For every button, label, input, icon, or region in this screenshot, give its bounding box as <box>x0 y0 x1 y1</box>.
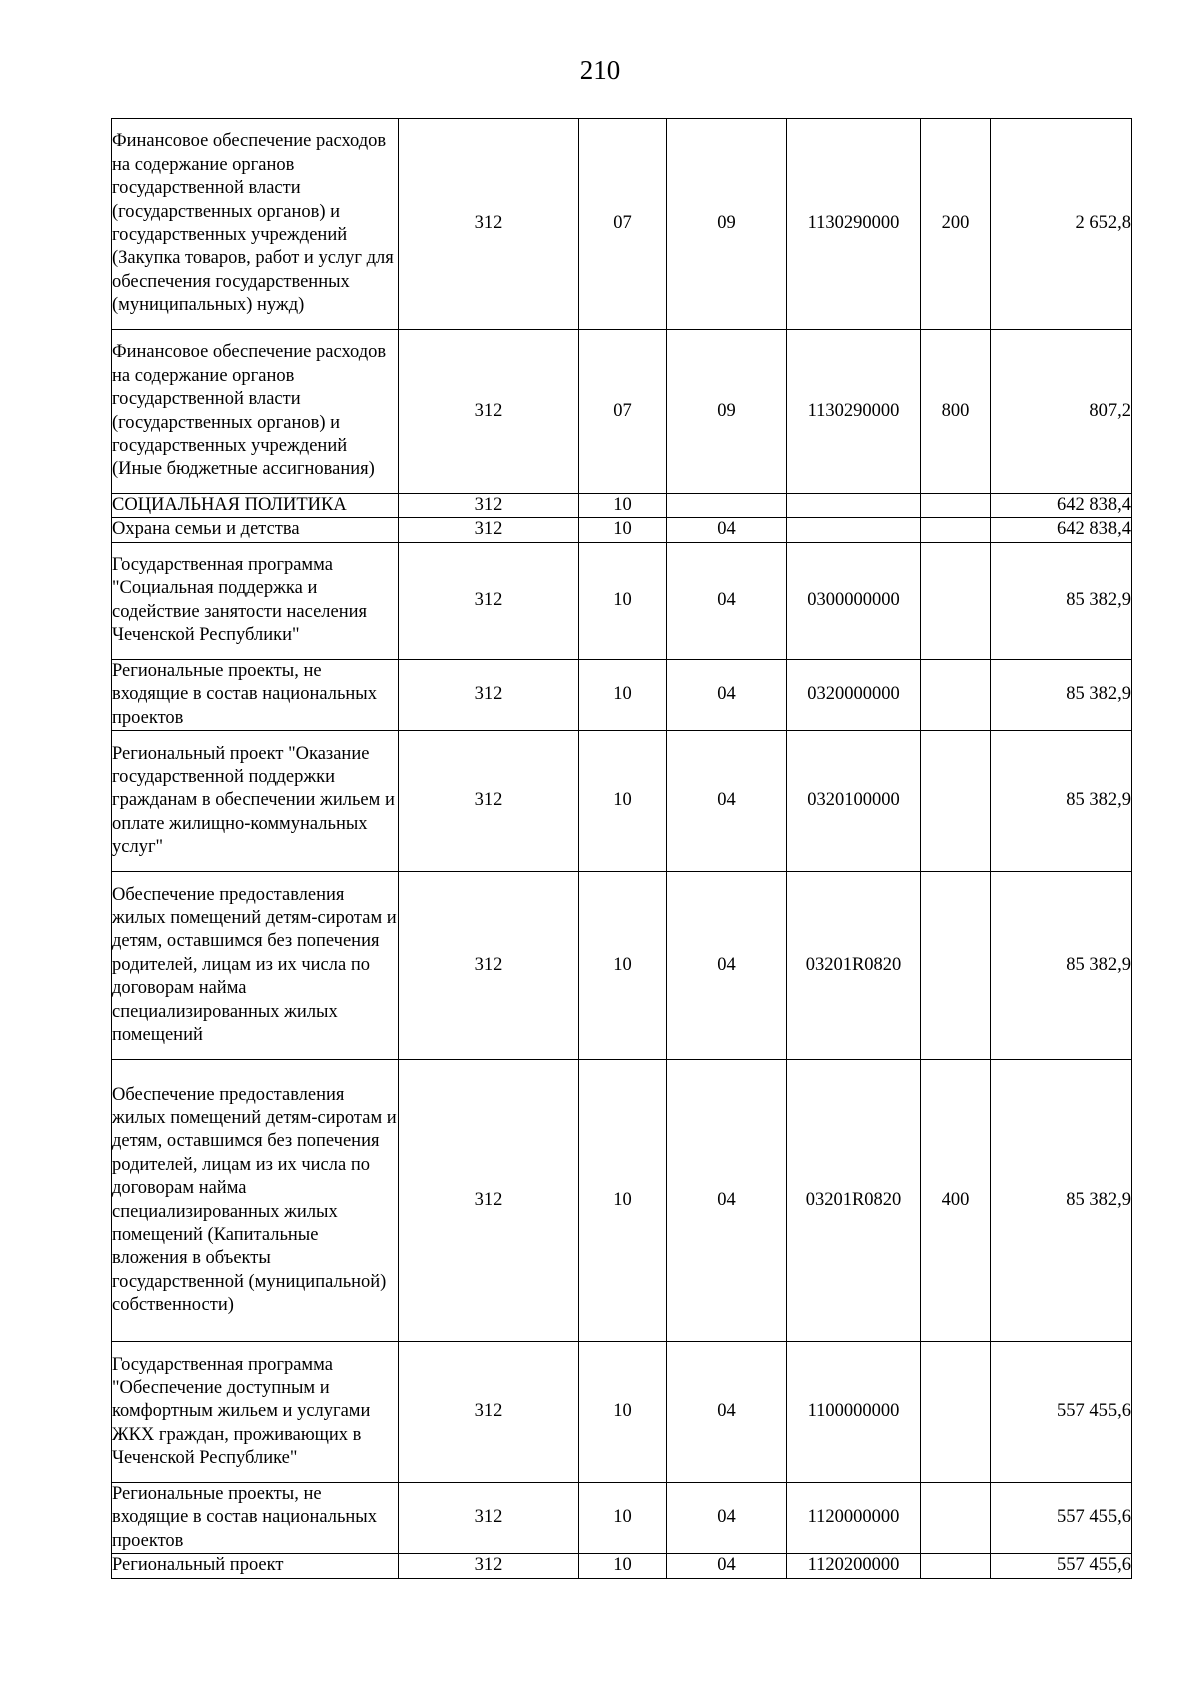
table-row <box>112 872 1132 1060</box>
target-article-code: 03201R0820 <box>787 1060 921 1342</box>
target-article-code: 1120200000 <box>787 1554 921 1578</box>
ministry-code: 312 <box>399 1342 579 1483</box>
row-name: СОЦИАЛЬНАЯ ПОЛИТИКА <box>112 494 399 518</box>
expense-type-code <box>921 494 991 518</box>
ministry-code: 312 <box>399 659 579 730</box>
subsection-code <box>667 494 787 518</box>
row-name: Государственная программа "Обеспечение доступным и комфортным жильем и услугами ЖКХ граждан, проживающих в Чеченской Республике" <box>112 1342 399 1483</box>
section-code: 10 <box>579 494 667 518</box>
row-name: Государственная программа "Социальная поддержка и содействие занятости населения Чеченской Республики" <box>112 542 399 659</box>
section-code: 10 <box>579 1554 667 1578</box>
amount-cell: 557 455,6 <box>991 1554 1132 1578</box>
table-row <box>112 659 1132 730</box>
subsection-code: 04 <box>667 1342 787 1483</box>
ministry-code: 312 <box>399 1554 579 1578</box>
row-name: Региональные проекты, не входящие в состав национальных проектов <box>112 1483 399 1554</box>
row-name: Региональный проект <box>112 1554 399 1578</box>
ministry-code: 312 <box>399 494 579 518</box>
expense-type-code <box>921 518 991 542</box>
table-row <box>112 1554 1132 1578</box>
row-name: Обеспечение предоставления жилых помещений детям-сиротам и детям, оставшимся без попечения родителей, лицам из их числа по договорам найма специализированных жилых помещений (Капитальные вложения в объекты государственной (муниципальной) собственности) <box>112 1060 399 1342</box>
ministry-code: 312 <box>399 1483 579 1554</box>
subsection-code: 04 <box>667 659 787 730</box>
subsection-code: 04 <box>667 542 787 659</box>
section-code: 07 <box>579 119 667 330</box>
row-name: Финансовое обеспечение расходов на содержание органов государственной власти (государственных органов) и государственных учреждений (Закупка товаров, работ и услуг для обеспечения государственных (муниципальных) нужд) <box>112 119 399 330</box>
expense-type-code: 800 <box>921 330 991 494</box>
target-article-code: 1100000000 <box>787 1342 921 1483</box>
expense-type-code <box>921 1483 991 1554</box>
expense-type-code <box>921 731 991 872</box>
ministry-code: 312 <box>399 1060 579 1342</box>
table-row <box>112 1342 1132 1483</box>
row-name: Финансовое обеспечение расходов на содержание органов государственной власти (государственных органов) и государственных учреждений (Иные бюджетные ассигнования) <box>112 330 399 494</box>
table-row <box>112 119 1132 330</box>
expense-type-code <box>921 659 991 730</box>
budget-table-body <box>112 119 1132 1579</box>
expense-type-code <box>921 542 991 659</box>
section-code: 10 <box>579 872 667 1060</box>
section-code: 10 <box>579 542 667 659</box>
table-row <box>112 542 1132 659</box>
ministry-code: 312 <box>399 330 579 494</box>
table-row <box>112 1060 1132 1342</box>
amount-cell: 557 455,6 <box>991 1483 1132 1554</box>
row-name: Охрана семьи и детства <box>112 518 399 542</box>
section-code: 07 <box>579 330 667 494</box>
budget-table <box>111 118 1132 1579</box>
target-article-code <box>787 518 921 542</box>
target-article-code: 0320000000 <box>787 659 921 730</box>
subsection-code: 04 <box>667 1483 787 1554</box>
table-row <box>112 330 1132 494</box>
amount-cell: 642 838,4 <box>991 518 1132 542</box>
ministry-code: 312 <box>399 731 579 872</box>
amount-cell: 85 382,9 <box>991 659 1132 730</box>
expense-type-code: 200 <box>921 119 991 330</box>
row-name: Региональный проект "Оказание государственной поддержки гражданам в обеспечении жильем и оплате жилищно-коммунальных услуг" <box>112 731 399 872</box>
subsection-code: 04 <box>667 518 787 542</box>
amount-cell: 85 382,9 <box>991 872 1132 1060</box>
table-row <box>112 731 1132 872</box>
section-code: 10 <box>579 731 667 872</box>
subsection-code: 09 <box>667 330 787 494</box>
target-article-code <box>787 494 921 518</box>
expense-type-code: 400 <box>921 1060 991 1342</box>
section-code: 10 <box>579 1060 667 1342</box>
subsection-code: 04 <box>667 872 787 1060</box>
row-name: Региональные проекты, не входящие в состав национальных проектов <box>112 659 399 730</box>
subsection-code: 09 <box>667 119 787 330</box>
ministry-code: 312 <box>399 542 579 659</box>
table-row <box>112 494 1132 518</box>
ministry-code: 312 <box>399 872 579 1060</box>
amount-cell: 85 382,9 <box>991 731 1132 872</box>
subsection-code: 04 <box>667 731 787 872</box>
amount-cell: 85 382,9 <box>991 1060 1132 1342</box>
section-code: 10 <box>579 1342 667 1483</box>
subsection-code: 04 <box>667 1554 787 1578</box>
amount-cell: 642 838,4 <box>991 494 1132 518</box>
amount-cell: 557 455,6 <box>991 1342 1132 1483</box>
table-row <box>112 1483 1132 1554</box>
row-name: Обеспечение предоставления жилых помещений детям-сиротам и детям, оставшимся без попечения родителей, лицам из их числа по договорам найма специализированных жилых помещений <box>112 872 399 1060</box>
target-article-code: 1120000000 <box>787 1483 921 1554</box>
section-code: 10 <box>579 1483 667 1554</box>
ministry-code: 312 <box>399 119 579 330</box>
page-number: 210 <box>579 55 621 85</box>
target-article-code: 1130290000 <box>787 330 921 494</box>
amount-cell: 85 382,9 <box>991 542 1132 659</box>
ministry-code: 312 <box>399 518 579 542</box>
section-code: 10 <box>579 659 667 730</box>
amount-cell: 2 652,8 <box>991 119 1132 330</box>
expense-type-code <box>921 872 991 1060</box>
amount-cell: 807,2 <box>991 330 1132 494</box>
target-article-code: 1130290000 <box>787 119 921 330</box>
expense-type-code <box>921 1342 991 1483</box>
target-article-code: 0320100000 <box>787 731 921 872</box>
subsection-code: 04 <box>667 1060 787 1342</box>
table-row <box>112 518 1132 542</box>
target-article-code: 0300000000 <box>787 542 921 659</box>
expense-type-code <box>921 1554 991 1578</box>
section-code: 10 <box>579 518 667 542</box>
target-article-code: 03201R0820 <box>787 872 921 1060</box>
